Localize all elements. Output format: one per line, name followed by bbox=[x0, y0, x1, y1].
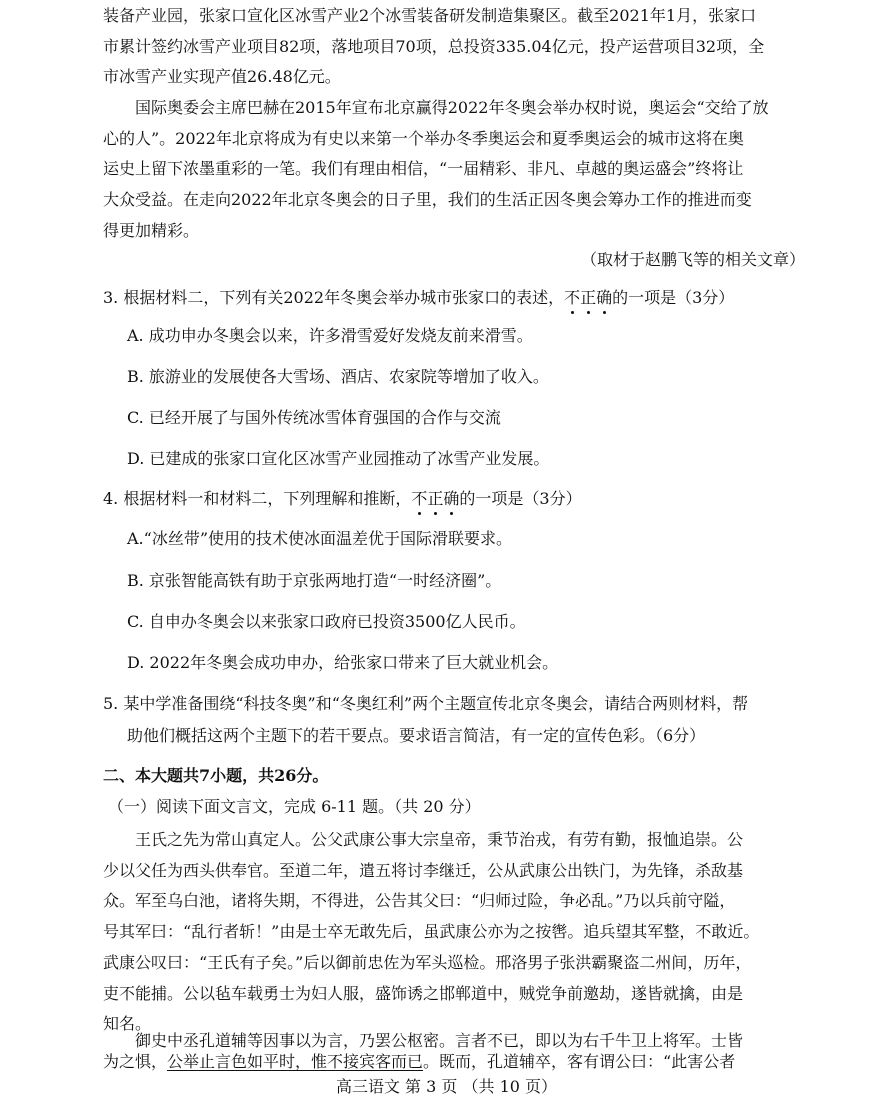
question-5-line2: 助他们概括这两个主题下的若干要点。要求语言简洁，有一定的宣传色彩。（6分） bbox=[127, 726, 706, 745]
material2-p1-line3: 市冰雪产业实现产值26.48亿元。 bbox=[103, 67, 341, 86]
q4-option-c: C. 自申办冬奥会以来张家口政府已投资3500亿人民币。 bbox=[127, 612, 526, 631]
question-4-stem bbox=[103, 489, 582, 509]
question-3-stem bbox=[103, 288, 734, 308]
q4-emph-3: 确 bbox=[443, 489, 460, 508]
q3-stem-post: 的一项是（3分） bbox=[612, 288, 735, 307]
classical-p1-line7: 知名。 bbox=[103, 1014, 152, 1033]
question-5-line1: 5. 某中学准备围绕“科技冬奥”和“冬奥红利”两个主题宣传北京冬奥会，请结合两则材料，帮 bbox=[103, 694, 749, 713]
material2-p2-line5: 得更加精彩。 bbox=[103, 221, 200, 240]
q3-emph-1: 不 bbox=[564, 288, 581, 307]
q4-stem-pre: 4. 根据材料一和材料二，下列理解和推断， bbox=[103, 489, 412, 508]
section-2-subheading: （一）阅读下面文言文，完成 6-11 题。（共 20 分） bbox=[108, 797, 481, 816]
classical-p2-line2-end: 。既而，孔道辅卒，客有谓公曰：“此害公者 bbox=[423, 1052, 736, 1071]
classical-p2-line1: 御史中丞孔道辅等因事以为言，乃罢公枢密。言者不已，即以为右千牛卫上将军。士皆 bbox=[135, 1031, 744, 1050]
q3-option-d: D. 已建成的张家口宣化区冰雪产业园推动了冰雪产业发展。 bbox=[127, 449, 550, 468]
classical-p1-line2: 少以父任为西头供奉官。至道二年，遣五将讨李继迁，公从武康公出铁门，为先锋，杀敌基 bbox=[103, 861, 744, 880]
q3-stem-pre: 3. 根据材料二，下列有关2022年冬奥会举办城市张家口的表述， bbox=[103, 288, 565, 307]
classical-p2-line2 bbox=[103, 1052, 735, 1072]
material2-p1-line2: 市累计签约冰雪产业项目82项，落地项目70项，总投资335.04亿元，投产运营项目32项，全 bbox=[103, 37, 765, 56]
material2-p2-line4: 大众受益。在走向2022年北京冬奥会的日子里，我们的生活正因冬奥会筹办工作的推进而变 bbox=[103, 190, 752, 209]
q4-emph-2: 正 bbox=[427, 489, 444, 508]
q3-emph-3: 确 bbox=[596, 288, 613, 307]
material2-p2-line2: 心的人”。2022年北京将成为有史以来第一个举办冬季奥运会和夏季奥运会的城市这将在奥 bbox=[103, 129, 744, 148]
material2-p2-line1: 国际奥委会主席巴赫在2015年宣布北京赢得2022年冬奥会举办权时说，奥运会“交给了放 bbox=[135, 98, 769, 117]
q4-stem-post: 的一项是（3分） bbox=[459, 489, 582, 508]
q4-option-b: B. 京张智能高铁有助于京张两地打造“一时经济圈”。 bbox=[127, 571, 502, 590]
q4-option-a: A.“冰丝带”使用的技术使冰面温差优于国际滑联要求。 bbox=[127, 529, 513, 548]
q3-option-a: A. 成功申办冬奥会以来，许多滑雪爱好发烧友前来滑雪。 bbox=[127, 326, 533, 345]
q4-option-d: D. 2022年冬奥会成功申办，给张家口带来了巨大就业机会。 bbox=[127, 653, 559, 672]
q4-emph-1: 不 bbox=[411, 489, 428, 508]
classical-p1-line4: 号其军曰：“乱行者斩！”由是士卒无敢先后，虽武康公亦为之按辔。追兵望其军整，不敢近。 bbox=[103, 922, 760, 941]
section-2-heading: 二、本大题共7小题，共26分。 bbox=[103, 766, 329, 785]
material2-p1-line1: 装备产业园，张家口宣化区冰雪产业2个冰雪装备研发制造集聚区。截至2021年1月，张家口 bbox=[103, 6, 757, 25]
classical-p1-line5: 武康公叹曰：“王氏有子矣。”后以御前忠佐为军头巡检。邢洛男子张洪霸聚盗二州间，历年， bbox=[103, 953, 752, 972]
source-citation: （取材于赵鹏飞等的相关文章） bbox=[580, 250, 805, 269]
classical-p1-line1: 王氏之先为常山真定人。公父武康公事大宗皇帝，秉节治戎，有劳有勤，报恤追崇。公 bbox=[135, 830, 744, 849]
classical-p1-line6: 吏不能捕。公以毡车载勇士为妇人服，盛饰诱之邯郸道中，贼党争前邀劫，遂皆就擒，由是 bbox=[103, 984, 744, 1003]
q3-option-b: B. 旅游业的发展使各大雪场、酒店、农家院等增加了收入。 bbox=[127, 367, 549, 386]
classical-p1-line3: 众。军至乌白池，诸将失期，不得进，公告其父曰：“归师过险，争必乱。”乃以兵前守隘， bbox=[103, 891, 736, 910]
classical-p2-line2-start: 为之惧， bbox=[103, 1052, 168, 1071]
q3-option-c: C. 已经开展了与国外传统冰雪体育强国的合作与交流 bbox=[127, 408, 501, 427]
page-footer: 高三语文 第 3 页 （共 10 页） bbox=[335, 1077, 558, 1096]
underlined-sentence: 公举止言色如平时，惟不接宾客而已 bbox=[167, 1052, 424, 1071]
q3-emph-2: 正 bbox=[580, 288, 597, 307]
material2-p2-line3: 运史上留下浓墨重彩的一笔。我们有理由相信，“一届精彩、非凡、卓越的奥运盛会”终将让 bbox=[103, 159, 744, 178]
